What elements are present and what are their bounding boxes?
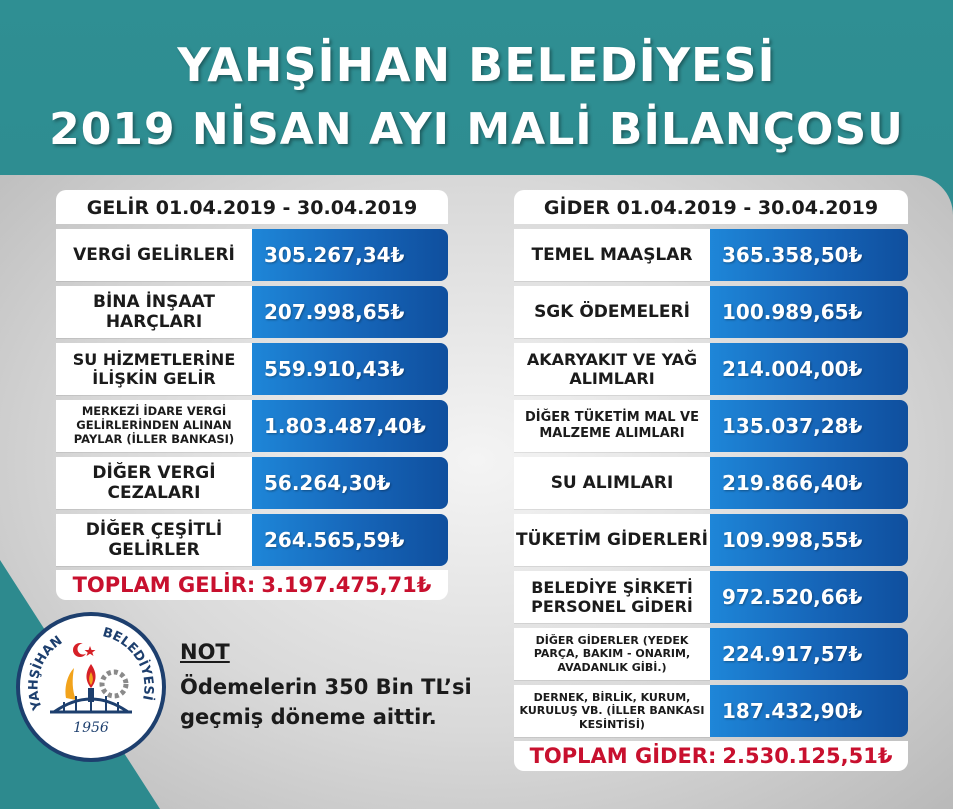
expense-row-value: 187.432,90₺ bbox=[710, 685, 908, 737]
income-row bbox=[56, 343, 448, 395]
expense-row bbox=[514, 229, 908, 281]
expense-row-value: 224.917,57₺ bbox=[710, 628, 908, 680]
expense-row-label: TÜKETİM GİDERLERİ bbox=[514, 514, 710, 566]
expense-total-label: TOPLAM GİDER: bbox=[529, 744, 717, 768]
expense-row bbox=[514, 343, 908, 395]
expense-row-value: 365.358,50₺ bbox=[710, 229, 908, 281]
income-row bbox=[56, 400, 448, 452]
municipality-logo bbox=[16, 612, 166, 762]
note-text: Ödemelerin 350 Bin TL’si geçmiş döneme aittir. bbox=[180, 675, 472, 729]
income-row bbox=[56, 514, 448, 566]
expense-row bbox=[514, 286, 908, 338]
note-heading: NOT bbox=[180, 640, 230, 664]
income-total-value: 3.197.475,71₺ bbox=[261, 573, 432, 597]
logo-emblem-icon bbox=[20, 616, 162, 758]
expense-row bbox=[514, 457, 908, 509]
income-row-label: DİĞER VERGİ CEZALARI bbox=[56, 457, 252, 509]
income-total-label: TOPLAM GELİR: bbox=[72, 573, 256, 597]
income-header: GELİR 01.04.2019 - 30.04.2019 bbox=[56, 190, 448, 224]
expense-row-label: DERNEK, BİRLİK, KURUM, KURULUŞ VB. (İLLER BANKASI KESİNTİSİ) bbox=[514, 685, 710, 737]
expense-row-label: SU ALIMLARI bbox=[514, 457, 710, 509]
income-total bbox=[56, 570, 448, 600]
income-row-value: 1.803.487,40₺ bbox=[252, 400, 448, 452]
income-row bbox=[56, 457, 448, 509]
logo-text-right: BELEDİYESİ bbox=[100, 625, 156, 702]
title-line-1: YAHŞİHAN BELEDİYESİ bbox=[177, 38, 776, 92]
svg-text:YAHŞİHAN bbox=[26, 633, 65, 712]
income-row-value: 56.264,30₺ bbox=[252, 457, 448, 509]
expense-row-value: 214.004,00₺ bbox=[710, 343, 908, 395]
expense-row-label: TEMEL MAAŞLAR bbox=[514, 229, 710, 281]
income-row bbox=[56, 229, 448, 281]
expense-table bbox=[514, 190, 908, 771]
income-row-value: 305.267,34₺ bbox=[252, 229, 448, 281]
income-row-label: MERKEZİ İDARE VERGİ GELİRLERİNDEN ALINAN PAYLAR (İLLER BANKASI) bbox=[56, 400, 252, 452]
expense-row bbox=[514, 400, 908, 452]
income-row-value: 264.565,59₺ bbox=[252, 514, 448, 566]
expense-row-value: 100.989,65₺ bbox=[710, 286, 908, 338]
income-row-label: DİĞER ÇEŞİTLİ GELİRLER bbox=[56, 514, 252, 566]
income-row-value: 207.998,65₺ bbox=[252, 286, 448, 338]
expense-total bbox=[514, 741, 908, 771]
expense-row bbox=[514, 685, 908, 737]
expense-row-value: 109.998,55₺ bbox=[710, 514, 908, 566]
income-row-value: 559.910,43₺ bbox=[252, 343, 448, 395]
expense-row bbox=[514, 571, 908, 623]
income-table bbox=[56, 190, 448, 600]
expense-row-label: DİĞER GİDERLER (YEDEK PARÇA, BAKIM - ONARIM, AVADANLIK GİBİ.) bbox=[514, 628, 710, 680]
svg-text:BELEDİYESİ bbox=[101, 625, 156, 701]
expense-row-label: DİĞER TÜKETİM MAL VE MALZEME ALIMLARI bbox=[514, 400, 710, 452]
logo-year: 1956 bbox=[73, 720, 109, 736]
title-line-2: 2019 NİSAN AYI MALİ BİLANÇOSU bbox=[49, 104, 904, 155]
note-block bbox=[180, 640, 510, 732]
expense-row-value: 972.520,66₺ bbox=[710, 571, 908, 623]
expense-row-label: BELEDİYE ŞİRKETİ PERSONEL GİDERİ bbox=[514, 571, 710, 623]
income-row bbox=[56, 286, 448, 338]
income-row-label: SU HİZMETLERİNE İLİŞKİN GELİR bbox=[56, 343, 252, 395]
expense-header: GİDER 01.04.2019 - 30.04.2019 bbox=[514, 190, 908, 224]
income-row-label: BİNA İNŞAAT HARÇLARI bbox=[56, 286, 252, 338]
expense-row-label: AKARYAKIT VE YAĞ ALIMLARI bbox=[514, 343, 710, 395]
expense-total-value: 2.530.125,51₺ bbox=[722, 744, 893, 768]
expense-row-value: 219.866,40₺ bbox=[710, 457, 908, 509]
income-row-label: VERGİ GELİRLERİ bbox=[56, 229, 252, 281]
expense-row-label: SGK ÖDEMELERİ bbox=[514, 286, 710, 338]
expense-row bbox=[514, 514, 908, 566]
expense-row bbox=[514, 628, 908, 680]
expense-row-value: 135.037,28₺ bbox=[710, 400, 908, 452]
logo-text-left: YAHŞİHAN bbox=[26, 633, 66, 712]
